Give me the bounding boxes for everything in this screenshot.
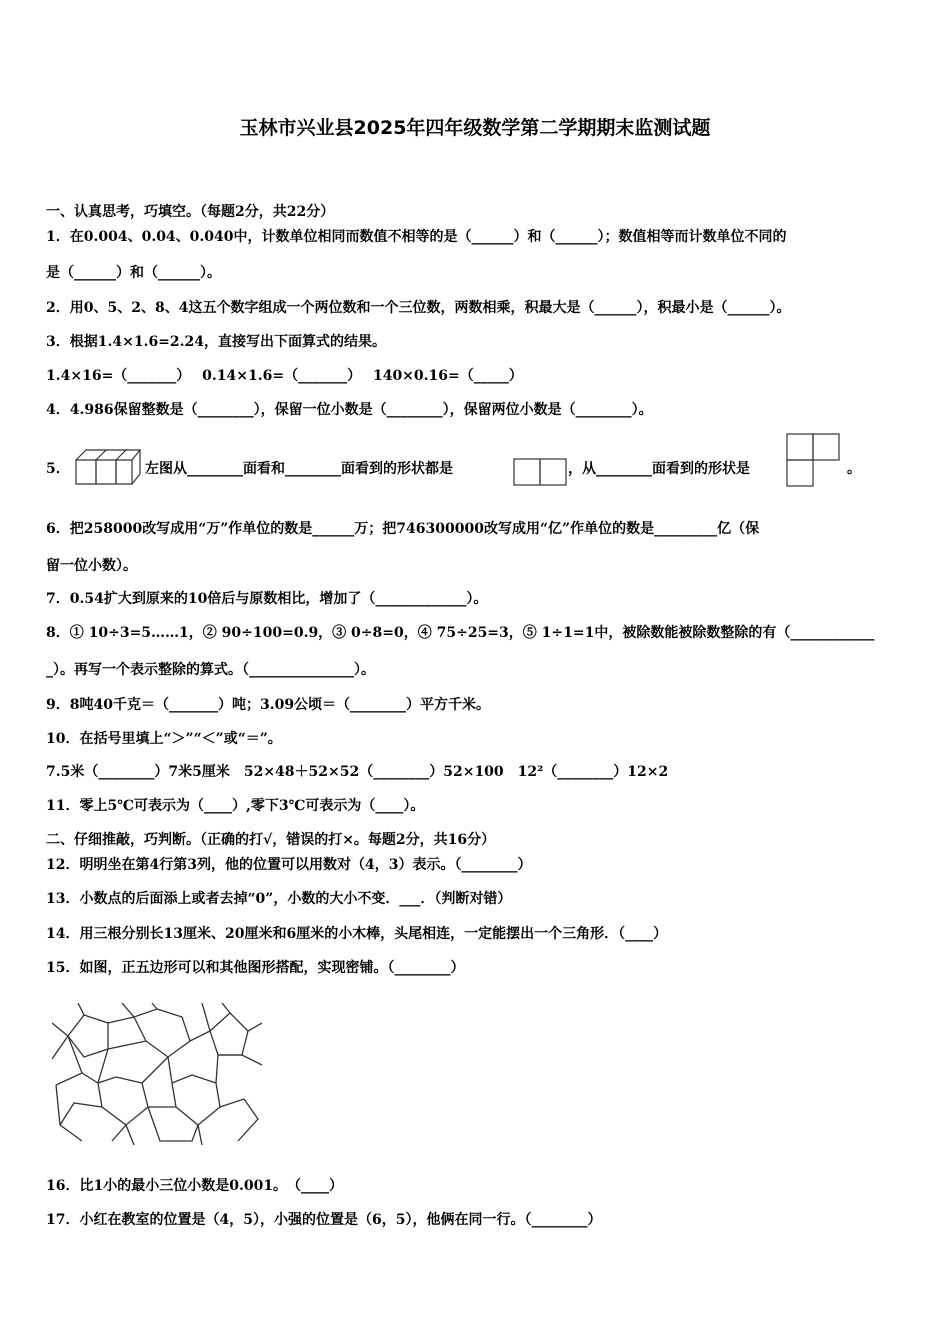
question-14: 14．用三根分别长13厘米、20厘米和6厘米的小木棒，头尾相连，一定能摆出一个三角形．（____） (46, 926, 668, 942)
question-4: 4．4.986保留整数是（________），保留一位小数是（________），保留两位小数是（________）。 (46, 402, 653, 418)
question-10: 10．在括号里填上“＞”“＜”或“＝”。 (46, 731, 282, 747)
question-3: 3．根据1.4×1.6=2.24，直接写出下面算式的结果。 (46, 334, 387, 350)
pentagon-tessellation-figure (52, 1003, 262, 1145)
question-9: 9．8吨40千克＝（_______）吨；3.09公顷＝（________）平方千米。 (46, 697, 491, 713)
question-6-line-2: 留一位小数）。 (46, 558, 137, 574)
question-2: 2．用0、5、2、8、4这五个数字组成一个两位数和一个三位数，两数相乘，积最大是（______），积最小是（______）。 (46, 300, 791, 316)
question-6-line-1: 6．把258000改写成用“万”作单位的数是______万；把746300000改写成用“亿”作单位的数是_________亿（保 (46, 521, 760, 537)
question-5-part-b: ，从________面看到的形状是 (568, 461, 750, 477)
question-5-part-a: 左图从________面看和________面看到的形状都是 (145, 461, 453, 477)
l-shape-figure (786, 433, 842, 489)
question-13: 13．小数点的后面添上或者去掉“0”，小数的大小不变．___．（判断对错） (46, 891, 512, 907)
question-1-line-2: 是（______）和（______）。 (46, 265, 221, 281)
question-12: 12．明明坐在第4行第3列，他的位置可以用数对（4，3）表示。（________） (46, 857, 532, 873)
question-17: 17．小红在教室的位置是（4，5），小强的位置是（6，5），他俩在同一行。（________） (46, 1212, 602, 1228)
question-15: 15．如图，正五边形可以和其他图形搭配，实现密铺。（________） (46, 960, 465, 976)
section-1-heading: 一、认真思考，巧填空。（每题2分，共22分） (46, 204, 335, 220)
question-5-number: 5． (46, 461, 70, 477)
question-8-line-1: 8．① 10÷3=5……1，② 90÷100=0.9，③ 0÷8=0，④ 75÷25=3，⑤ 1÷1=1中，被除数能被除数整除的有（____________ (46, 625, 875, 641)
two-square-figure (513, 458, 567, 486)
question-3-items: 1.4×16=（_______） 0.14×1.6=（_______） 140×0.16=（_____） (46, 368, 523, 384)
cube-stack-figure (74, 444, 144, 488)
section-2-heading: 二、仔细推敲，巧判断。（正确的打√，错误的打×。每题2分，共16分） (46, 832, 496, 848)
question-1-line-1: 1．在0.004、0.04、0.040中，计数单位相同而数值不相等的是（______）和（______）；数值相等而计数单位不同的 (46, 229, 787, 245)
question-11: 11．零上5℃可表示为（____）,零下3℃可表示为（____）。 (46, 798, 425, 814)
question-8-line-2: _）。再写一个表示整除的算式。（_______________）。 (46, 662, 375, 678)
question-7: 7．0.54扩大到原来的10倍后与原数相比，增加了（_____________）。 (46, 591, 488, 607)
question-10-items: 7.5米（________）7米5厘米 52×48＋52×52（________）52×100 12²（________）12×2 (46, 764, 669, 780)
page-title: 玉林市兴业县2025年四年级数学第二学期期末监测试题 (239, 117, 711, 139)
question-5-part-c: 。 (847, 461, 861, 477)
question-16: 16．比1小的最小三位小数是0.001。 （____） (46, 1178, 344, 1194)
